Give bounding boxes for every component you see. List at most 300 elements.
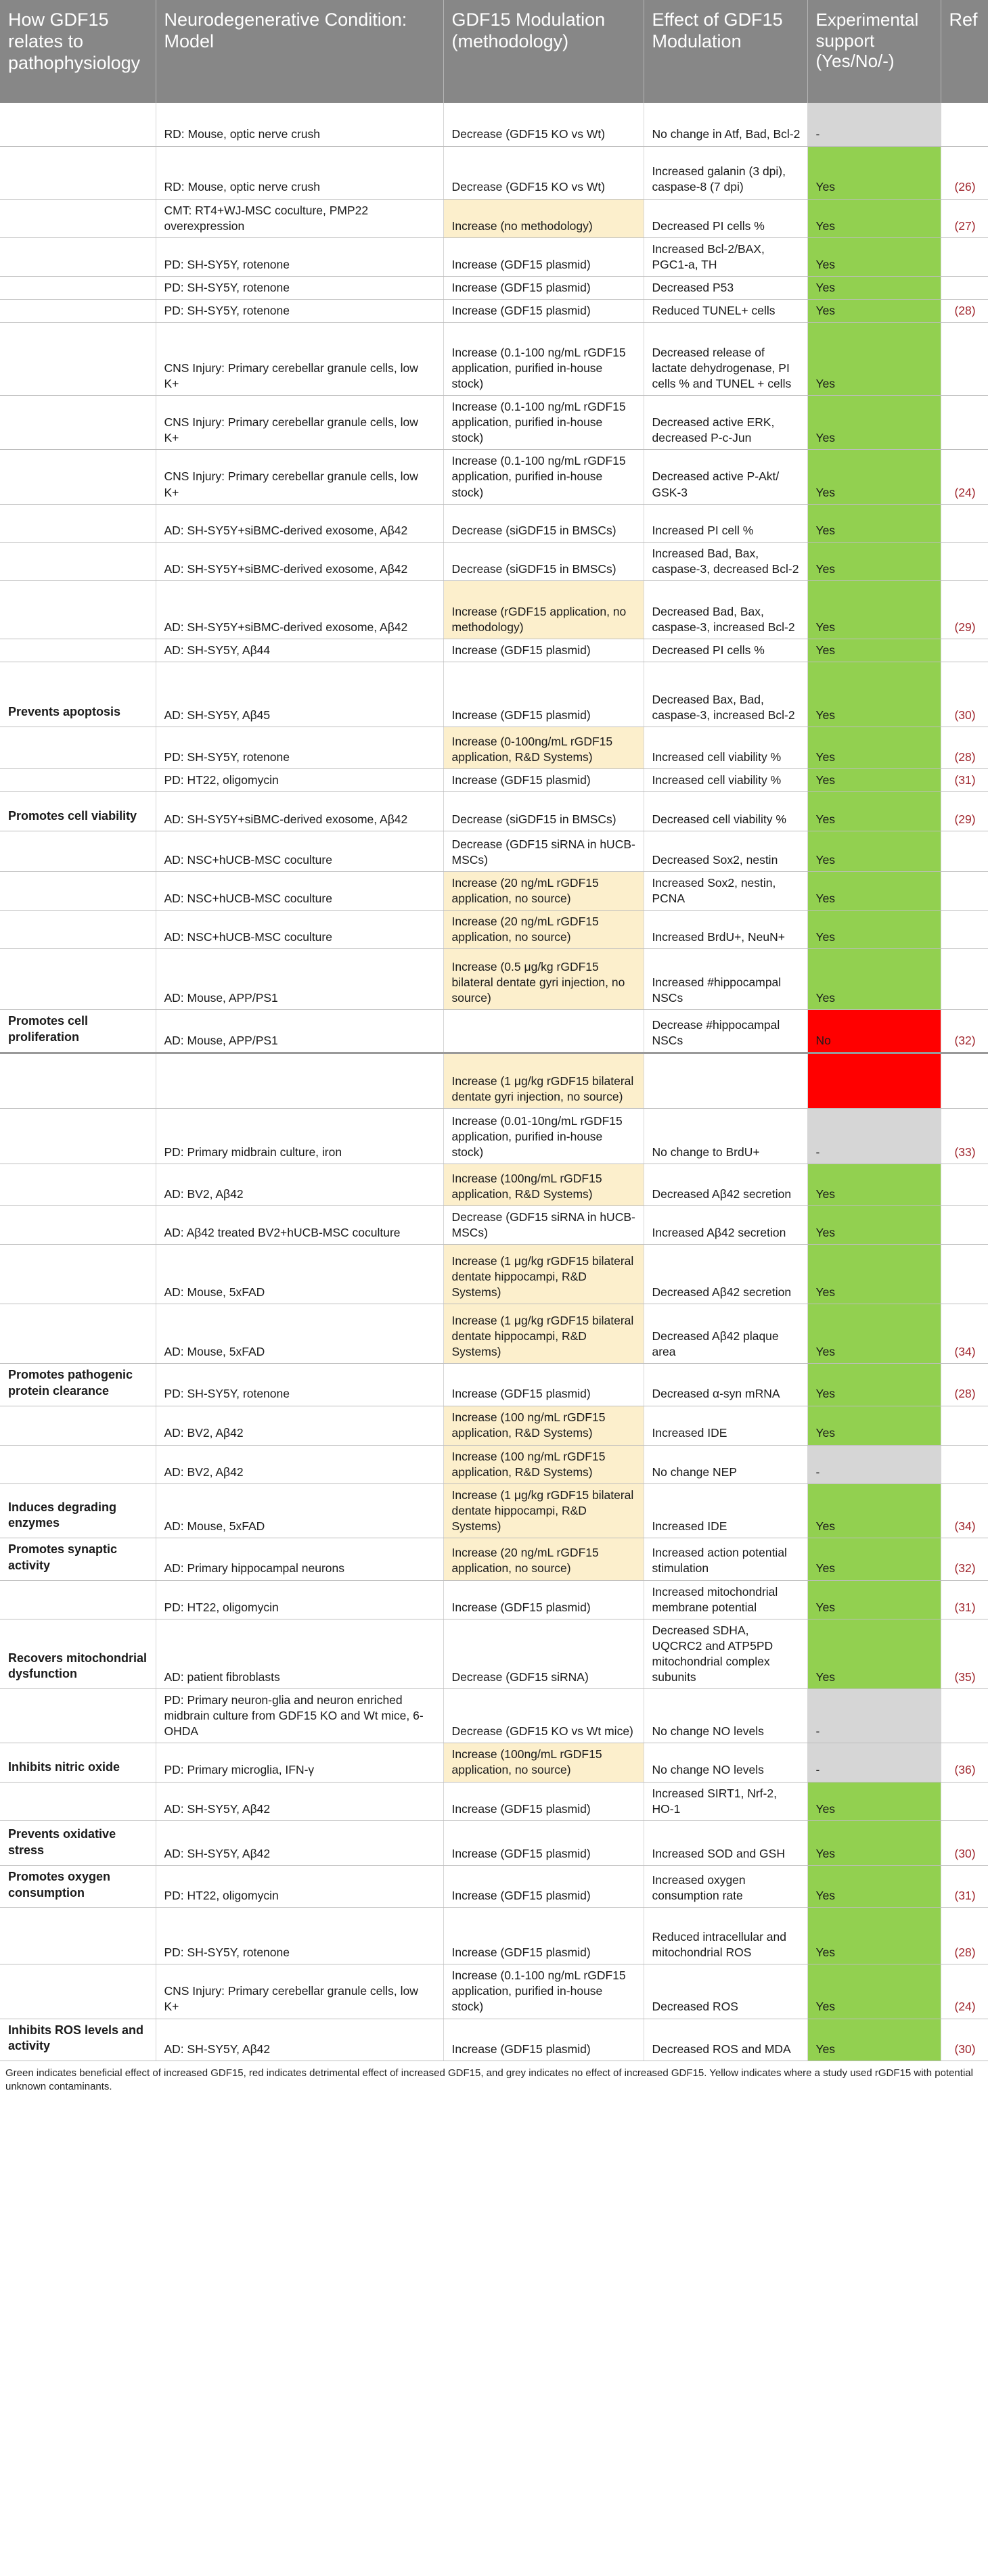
effect-cell: Decreased Aβ42 secretion	[644, 1245, 807, 1304]
modulation-cell: Increase (1 μg/kg rGDF15 bilateral dentate hippocampi, R&D Systems)	[443, 1484, 644, 1538]
modulation-cell: Increase (0.1-100 ng/mL rGDF15 application, purified in-house stock)	[443, 323, 644, 396]
support-cell: -	[807, 1445, 941, 1484]
table-row	[0, 323, 988, 396]
effect-cell: Decreased Bax, Bad, caspase-3, increased Bcl-2	[644, 662, 807, 727]
ref-cell	[941, 396, 988, 450]
ref-cell	[941, 1406, 988, 1445]
category-cell	[0, 542, 156, 580]
category-cell	[0, 1964, 156, 2019]
header-row	[0, 0, 988, 103]
effect-cell: Increased SOD and GSH	[644, 1820, 807, 1865]
category-cell: Recovers mitochondrial dysfunction	[0, 1619, 156, 1688]
table-row	[0, 1820, 988, 1865]
category-cell: Promotes oxygen consumption	[0, 1865, 156, 1908]
category-cell	[0, 1689, 156, 1743]
table-row	[0, 1580, 988, 1619]
category-cell	[0, 199, 156, 237]
category-cell	[0, 580, 156, 639]
model-cell: AD: NSC+hUCB-MSC coculture	[156, 911, 443, 949]
model-cell: AD: SH-SY5Y, Aβ42	[156, 1782, 443, 1820]
modulation-cell: Increase (GDF15 plasmid)	[443, 639, 644, 662]
table-row	[0, 450, 988, 504]
category-cell	[0, 237, 156, 276]
model-cell: PD: HT22, oligomycin	[156, 768, 443, 791]
category-cell	[0, 1205, 156, 1244]
modulation-cell: Increase (GDF15 plasmid)	[443, 1580, 644, 1619]
model-cell: PD: HT22, oligomycin	[156, 1865, 443, 1908]
ref-cell	[941, 1445, 988, 1484]
model-cell: AD: SH-SY5Y, Aβ42	[156, 2019, 443, 2061]
effect-cell: Increased cell viability %	[644, 768, 807, 791]
ref-cell	[941, 1782, 988, 1820]
modulation-cell: Increase (100 ng/mL rGDF15 application, R&D Systems)	[443, 1406, 644, 1445]
model-cell: PD: SH-SY5Y, rotenone	[156, 276, 443, 299]
effect-cell: Decrease #hippocampal NSCs	[644, 1010, 807, 1053]
model-cell: AD: Mouse, 5xFAD	[156, 1484, 443, 1538]
category-cell	[0, 831, 156, 872]
modulation-cell: Increase (100ng/mL rGDF15 application, no source)	[443, 1743, 644, 1782]
effect-cell: Reduced TUNEL+ cells	[644, 299, 807, 322]
model-cell: RD: Mouse, optic nerve crush	[156, 146, 443, 199]
support-cell: Yes	[807, 1245, 941, 1304]
model-cell: AD: Mouse, APP/PS1	[156, 1010, 443, 1053]
effect-cell: No change to BrdU+	[644, 1108, 807, 1164]
effect-cell: Reduced intracellular and mitochondrial ROS	[644, 1908, 807, 1964]
category-cell	[0, 1164, 156, 1205]
model-cell: PD: SH-SY5Y, rotenone	[156, 299, 443, 322]
category-cell	[0, 450, 156, 504]
model-cell: PD: SH-SY5Y, rotenone	[156, 1908, 443, 1964]
table-row	[0, 1908, 988, 1964]
ref-cell	[941, 872, 988, 911]
modulation-cell: Increase (GDF15 plasmid)	[443, 299, 644, 322]
category-cell	[0, 1304, 156, 1364]
ref-cell: (29)	[941, 792, 988, 831]
ref-cell: (24)	[941, 450, 988, 504]
effect-cell: Increased Sox2, nestin, PCNA	[644, 872, 807, 911]
modulation-cell: Increase (20 ng/mL rGDF15 application, no source)	[443, 872, 644, 911]
model-cell: AD: Aβ42 treated BV2+hUCB-MSC coculture	[156, 1205, 443, 1244]
model-cell: CNS Injury: Primary cerebellar granule cells, low K+	[156, 396, 443, 450]
header-model: Neurodegenerative Condition: Model	[156, 0, 443, 103]
model-cell: AD: Mouse, APP/PS1	[156, 949, 443, 1010]
header-effect: Effect of GDF15 Modulation	[644, 0, 807, 103]
table-row	[0, 396, 988, 450]
category-cell	[0, 276, 156, 299]
ref-cell	[941, 639, 988, 662]
ref-cell	[941, 1205, 988, 1244]
ref-cell	[941, 103, 988, 146]
ref-cell	[941, 323, 988, 396]
model-cell: AD: SH-SY5Y, Aβ45	[156, 662, 443, 727]
ref-cell	[941, 949, 988, 1010]
modulation-cell: Increase (0.1-100 ng/mL rGDF15 application, purified in-house stock)	[443, 450, 644, 504]
modulation-cell: Increase (GDF15 plasmid)	[443, 2019, 644, 2061]
model-cell: PD: SH-SY5Y, rotenone	[156, 1364, 443, 1406]
effect-cell: Decreased P53	[644, 276, 807, 299]
table-row	[0, 276, 988, 299]
support-cell: -	[807, 1743, 941, 1782]
effect-cell: Decreased active ERK, decreased P-c-Jun	[644, 396, 807, 450]
category-cell: Promotes pathogenic protein clearance	[0, 1364, 156, 1406]
modulation-cell: Increase (0.01-10ng/mL rGDF15 application, purified in-house stock)	[443, 1108, 644, 1164]
support-cell: Yes	[807, 949, 941, 1010]
modulation-cell: Increase (100ng/mL rGDF15 application, R&D Systems)	[443, 1164, 644, 1205]
modulation-cell: Increase (100 ng/mL rGDF15 application, R&D Systems)	[443, 1445, 644, 1484]
table-row	[0, 1782, 988, 1820]
table-row	[0, 580, 988, 639]
modulation-cell	[443, 1010, 644, 1053]
model-cell: AD: SH-SY5Y+siBMC-derived exosome, Aβ42	[156, 542, 443, 580]
effect-cell: No change NO levels	[644, 1689, 807, 1743]
ref-cell: (30)	[941, 662, 988, 727]
ref-cell: (35)	[941, 1619, 988, 1688]
table-row	[0, 768, 988, 791]
table-row	[0, 1108, 988, 1164]
table-row	[0, 831, 988, 872]
table-row	[0, 1205, 988, 1244]
modulation-cell: Decrease (siGDF15 in BMSCs)	[443, 504, 644, 542]
ref-cell: (31)	[941, 768, 988, 791]
category-cell	[0, 396, 156, 450]
table-row	[0, 1964, 988, 2019]
support-cell: Yes	[807, 1820, 941, 1865]
table-row	[0, 662, 988, 727]
modulation-cell: Increase (rGDF15 application, no methodology)	[443, 580, 644, 639]
effect-cell: Decreased PI cells %	[644, 199, 807, 237]
effect-cell: Decreased α-syn mRNA	[644, 1364, 807, 1406]
model-cell: PD: SH-SY5Y, rotenone	[156, 237, 443, 276]
effect-cell: Decreased Bad, Bax, caspase-3, increased Bcl-2	[644, 580, 807, 639]
modulation-cell: Increase (GDF15 plasmid)	[443, 1820, 644, 1865]
model-cell	[156, 1053, 443, 1108]
modulation-cell: Increase (1 μg/kg rGDF15 bilateral dentate gyri injection, no source)	[443, 1053, 644, 1108]
table-row	[0, 727, 988, 768]
model-cell: AD: SH-SY5Y, Aβ42	[156, 1820, 443, 1865]
effect-cell: Increased mitochondrial membrane potential	[644, 1580, 807, 1619]
modulation-cell: Increase (0-100ng/mL rGDF15 application, R&D Systems)	[443, 727, 644, 768]
support-cell: No	[807, 1010, 941, 1053]
support-cell: Yes	[807, 146, 941, 199]
model-cell: AD: Primary hippocampal neurons	[156, 1538, 443, 1581]
support-cell: -	[807, 103, 941, 146]
modulation-cell: Decrease (GDF15 siRNA in hUCB-MSCs)	[443, 1205, 644, 1244]
support-cell: Yes	[807, 1304, 941, 1364]
table-row	[0, 1619, 988, 1688]
category-cell	[0, 146, 156, 199]
model-cell: CNS Injury: Primary cerebellar granule cells, low K+	[156, 450, 443, 504]
table-row	[0, 911, 988, 949]
ref-cell: (34)	[941, 1484, 988, 1538]
table-row	[0, 1164, 988, 1205]
table-row	[0, 504, 988, 542]
model-cell: PD: HT22, oligomycin	[156, 1580, 443, 1619]
category-cell	[0, 1908, 156, 1964]
modulation-cell: Increase (1 μg/kg rGDF15 bilateral dentate hippocampi, R&D Systems)	[443, 1304, 644, 1364]
support-cell: Yes	[807, 1538, 941, 1581]
support-cell: Yes	[807, 1908, 941, 1964]
category-cell: Promotes cell viability	[0, 792, 156, 831]
ref-cell: (34)	[941, 1304, 988, 1364]
model-cell: PD: SH-SY5Y, rotenone	[156, 727, 443, 768]
effect-cell: Increased #hippocampal NSCs	[644, 949, 807, 1010]
effect-cell: Increased action potential stimulation	[644, 1538, 807, 1581]
effect-cell: Decreased ROS and MDA	[644, 2019, 807, 2061]
table-row	[0, 542, 988, 580]
ref-cell: (32)	[941, 1010, 988, 1053]
modulation-cell: Increase (GDF15 plasmid)	[443, 276, 644, 299]
model-cell: AD: NSC+hUCB-MSC coculture	[156, 872, 443, 911]
support-cell: Yes	[807, 2019, 941, 2061]
support-cell: Yes	[807, 396, 941, 450]
effect-cell: Increased BrdU+, NeuN+	[644, 911, 807, 949]
support-cell: Yes	[807, 542, 941, 580]
table-row	[0, 949, 988, 1010]
category-cell	[0, 768, 156, 791]
ref-cell	[941, 1245, 988, 1304]
effect-cell: Increased IDE	[644, 1484, 807, 1538]
category-cell	[0, 504, 156, 542]
modulation-cell: Decrease (GDF15 siRNA)	[443, 1619, 644, 1688]
table-row	[0, 639, 988, 662]
support-cell: Yes	[807, 1164, 941, 1205]
category-cell	[0, 103, 156, 146]
table-row	[0, 1689, 988, 1743]
ref-cell	[941, 1689, 988, 1743]
model-cell: CMT: RT4+WJ-MSC coculture, PMP22 overexpression	[156, 199, 443, 237]
ref-cell	[941, 1053, 988, 1108]
support-cell: Yes	[807, 1964, 941, 2019]
ref-cell: (33)	[941, 1108, 988, 1164]
category-cell: Inhibits nitric oxide	[0, 1743, 156, 1782]
model-cell: CNS Injury: Primary cerebellar granule cells, low K+	[156, 323, 443, 396]
modulation-cell: Decrease (GDF15 KO vs Wt mice)	[443, 1689, 644, 1743]
category-cell	[0, 872, 156, 911]
table-row	[0, 1406, 988, 1445]
support-cell: Yes	[807, 911, 941, 949]
effect-cell: Decreased Aβ42 plaque area	[644, 1304, 807, 1364]
effect-cell: Decreased release of lactate dehydrogenase, PI cells % and TUNEL + cells	[644, 323, 807, 396]
table-row	[0, 103, 988, 146]
effect-cell: Decreased cell viability %	[644, 792, 807, 831]
ref-cell: (24)	[941, 1964, 988, 2019]
ref-cell: (28)	[941, 1908, 988, 1964]
table-row	[0, 1364, 988, 1406]
support-cell	[807, 1053, 941, 1108]
model-cell: AD: Mouse, 5xFAD	[156, 1304, 443, 1364]
modulation-cell: Increase (GDF15 plasmid)	[443, 662, 644, 727]
effect-cell: Increased IDE	[644, 1406, 807, 1445]
table-row	[0, 1743, 988, 1782]
ref-cell: (28)	[941, 727, 988, 768]
ref-cell: (32)	[941, 1538, 988, 1581]
category-cell: Induces degrading enzymes	[0, 1484, 156, 1538]
effect-cell: No change NO levels	[644, 1743, 807, 1782]
support-cell: Yes	[807, 1205, 941, 1244]
effect-cell: Increased cell viability %	[644, 727, 807, 768]
support-cell: Yes	[807, 1406, 941, 1445]
ref-cell: (31)	[941, 1580, 988, 1619]
support-cell: -	[807, 1689, 941, 1743]
ref-cell: (30)	[941, 1820, 988, 1865]
support-cell: Yes	[807, 1484, 941, 1538]
category-cell	[0, 323, 156, 396]
table-row	[0, 146, 988, 199]
modulation-cell: Decrease (siGDF15 in BMSCs)	[443, 542, 644, 580]
table-row	[0, 2019, 988, 2061]
table-row	[0, 1484, 988, 1538]
support-cell: Yes	[807, 1865, 941, 1908]
support-cell: Yes	[807, 237, 941, 276]
model-cell: RD: Mouse, optic nerve crush	[156, 103, 443, 146]
category-cell	[0, 949, 156, 1010]
model-cell: CNS Injury: Primary cerebellar granule cells, low K+	[156, 1964, 443, 2019]
ref-cell: (28)	[941, 1364, 988, 1406]
effect-cell: Increased PI cell %	[644, 504, 807, 542]
effect-cell: Decreased SDHA, UQCRC2 and ATP5PD mitochondrial complex subunits	[644, 1619, 807, 1688]
support-cell: Yes	[807, 768, 941, 791]
support-cell: Yes	[807, 580, 941, 639]
category-cell	[0, 639, 156, 662]
footnote: Green indicates beneficial effect of increased GDF15, red indicates detrimental effect of increased GDF15, and grey indicates no effect of increased GDF15. Yellow indicates where a study used rGDF15 with potential unknown contaminants.	[5, 2067, 973, 2093]
support-cell: Yes	[807, 1364, 941, 1406]
support-cell: Yes	[807, 323, 941, 396]
ref-cell	[941, 831, 988, 872]
category-cell: Prevents oxidative stress	[0, 1820, 156, 1865]
support-cell: Yes	[807, 831, 941, 872]
category-cell: Promotes synaptic activity	[0, 1538, 156, 1581]
modulation-cell: Increase (GDF15 plasmid)	[443, 1364, 644, 1406]
header-modulation: GDF15 Modulation (methodology)	[443, 0, 644, 103]
support-cell: Yes	[807, 872, 941, 911]
ref-cell: (27)	[941, 199, 988, 237]
modulation-cell: Decrease (GDF15 KO vs Wt)	[443, 103, 644, 146]
category-cell	[0, 1406, 156, 1445]
modulation-cell: Increase (1 μg/kg rGDF15 bilateral dentate hippocampi, R&D Systems)	[443, 1245, 644, 1304]
support-cell: Yes	[807, 450, 941, 504]
effect-cell: Increased Aβ42 secretion	[644, 1205, 807, 1244]
modulation-cell: Decrease (GDF15 siRNA in hUCB-MSCs)	[443, 831, 644, 872]
support-cell: Yes	[807, 1782, 941, 1820]
model-cell: AD: BV2, Aβ42	[156, 1445, 443, 1484]
category-cell: Promotes cell proliferation	[0, 1010, 156, 1053]
table-row	[0, 792, 988, 831]
table-row	[0, 1304, 988, 1364]
category-cell	[0, 1053, 156, 1108]
category-cell	[0, 1782, 156, 1820]
effect-cell: No change NEP	[644, 1445, 807, 1484]
header-support: Experimental support (Yes/No/-)	[807, 0, 941, 103]
modulation-cell: Increase (0.1-100 ng/mL rGDF15 application, purified in-house stock)	[443, 396, 644, 450]
model-cell: AD: Mouse, 5xFAD	[156, 1245, 443, 1304]
modulation-cell: Increase (20 ng/mL rGDF15 application, no source)	[443, 1538, 644, 1581]
modulation-cell: Increase (20 ng/mL rGDF15 application, no source)	[443, 911, 644, 949]
model-cell: AD: SH-SY5Y, Aβ44	[156, 639, 443, 662]
table-row	[0, 1865, 988, 1908]
modulation-cell: Increase (0.1-100 ng/mL rGDF15 application, purified in-house stock)	[443, 1964, 644, 2019]
modulation-cell: Increase (no methodology)	[443, 199, 644, 237]
ref-cell: (36)	[941, 1743, 988, 1782]
modulation-cell: Decrease (siGDF15 in BMSCs)	[443, 792, 644, 831]
table-row	[0, 1245, 988, 1304]
category-cell	[0, 1108, 156, 1164]
category-cell: Inhibits ROS levels and activity	[0, 2019, 156, 2061]
effect-cell	[644, 1053, 807, 1108]
header-ref: Ref	[941, 0, 988, 103]
ref-cell	[941, 276, 988, 299]
support-cell: Yes	[807, 792, 941, 831]
support-cell: Yes	[807, 504, 941, 542]
support-cell: Yes	[807, 727, 941, 768]
support-cell: Yes	[807, 639, 941, 662]
model-cell: AD: SH-SY5Y+siBMC-derived exosome, Aβ42	[156, 792, 443, 831]
ref-cell: (26)	[941, 146, 988, 199]
modulation-cell: Decrease (GDF15 KO vs Wt)	[443, 146, 644, 199]
model-cell: PD: Primary neuron-glia and neuron enriched midbrain culture from GDF15 KO and Wt mice, 6-OHDA	[156, 1689, 443, 1743]
model-cell: PD: Primary midbrain culture, iron	[156, 1108, 443, 1164]
ref-cell: (30)	[941, 2019, 988, 2061]
effect-cell: Increased Bcl-2/BAX, PGC1-a, TH	[644, 237, 807, 276]
modulation-cell: Increase (GDF15 plasmid)	[443, 768, 644, 791]
model-cell: AD: BV2, Aβ42	[156, 1406, 443, 1445]
category-cell	[0, 1445, 156, 1484]
support-cell: Yes	[807, 1619, 941, 1688]
ref-cell	[941, 542, 988, 580]
table-row	[0, 1010, 988, 1053]
table-row	[0, 299, 988, 322]
effect-cell: Decreased Sox2, nestin	[644, 831, 807, 872]
effect-cell: Decreased Aβ42 secretion	[644, 1164, 807, 1205]
category-cell: Prevents apoptosis	[0, 662, 156, 727]
support-cell: Yes	[807, 662, 941, 727]
modulation-cell: Increase (GDF15 plasmid)	[443, 1782, 644, 1820]
effect-cell: Decreased PI cells %	[644, 639, 807, 662]
category-cell	[0, 1580, 156, 1619]
effect-cell: Decreased active P-Akt/ GSK-3	[644, 450, 807, 504]
ref-cell	[941, 911, 988, 949]
modulation-cell: Increase (GDF15 plasmid)	[443, 1865, 644, 1908]
effect-cell: Increased oxygen consumption rate	[644, 1865, 807, 1908]
table-row	[0, 1053, 988, 1108]
ref-cell: (31)	[941, 1865, 988, 1908]
model-cell: PD: Primary microglia, IFN-γ	[156, 1743, 443, 1782]
header-pathophysiology: How GDF15 relates to pathophysiology	[0, 0, 156, 103]
table-row	[0, 199, 988, 237]
ref-cell: (28)	[941, 299, 988, 322]
modulation-cell: Increase (GDF15 plasmid)	[443, 237, 644, 276]
model-cell: AD: NSC+hUCB-MSC coculture	[156, 831, 443, 872]
support-cell: Yes	[807, 199, 941, 237]
effect-cell: No change in Atf, Bad, Bcl-2	[644, 103, 807, 146]
ref-cell	[941, 504, 988, 542]
category-cell	[0, 299, 156, 322]
ref-cell: (29)	[941, 580, 988, 639]
table-row	[0, 1538, 988, 1581]
table-row	[0, 237, 988, 276]
support-cell: Yes	[807, 299, 941, 322]
support-cell: Yes	[807, 276, 941, 299]
table-row	[0, 872, 988, 911]
ref-cell	[941, 237, 988, 276]
effect-cell: Decreased ROS	[644, 1964, 807, 2019]
model-cell: AD: SH-SY5Y+siBMC-derived exosome, Aβ42	[156, 504, 443, 542]
effect-cell: Increased Bad, Bax, caspase-3, decreased Bcl-2	[644, 542, 807, 580]
model-cell: AD: SH-SY5Y+siBMC-derived exosome, Aβ42	[156, 580, 443, 639]
effect-cell: Increased SIRT1, Nrf-2, HO-1	[644, 1782, 807, 1820]
category-cell	[0, 727, 156, 768]
model-cell: AD: patient fibroblasts	[156, 1619, 443, 1688]
category-cell	[0, 911, 156, 949]
